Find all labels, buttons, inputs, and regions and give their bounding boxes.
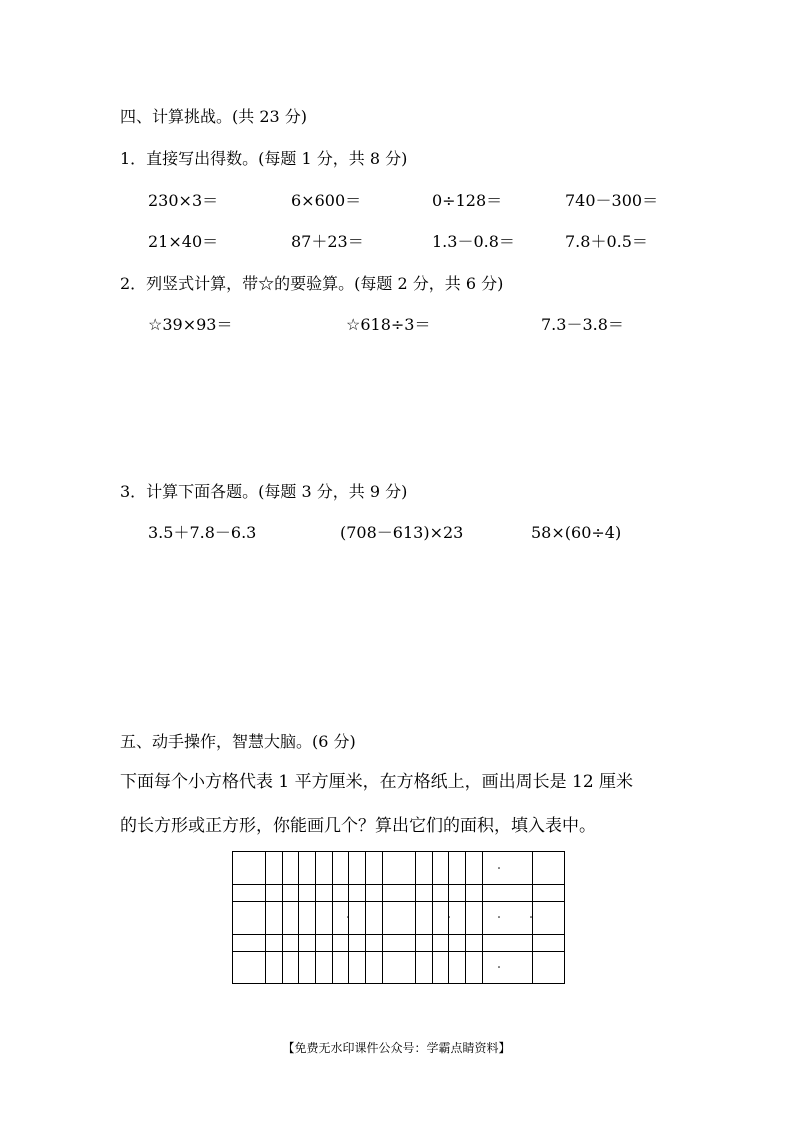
q1-item: 740－300＝ [565, 191, 659, 210]
q1-title: 1．直接写出得数。(每题 1 分，共 8 分) [120, 149, 408, 168]
q1-item: 7.8＋0.5＝ [565, 232, 648, 251]
q3-item: (708－613)×23 [340, 523, 464, 542]
q3-title: 3．计算下面各题。(每题 3 分，共 9 分) [120, 482, 408, 501]
q2-item: 7.3－3.8＝ [541, 315, 624, 334]
q3-item: 58×(60÷4) [531, 523, 622, 542]
section5-text-line: 下面每个小方格代表 1 平方厘米，在方格纸上，画出周长是 12 厘米 [120, 772, 634, 792]
q1-item: 230×3＝ [148, 191, 219, 210]
q2-title: 2．列竖式计算，带☆的要验算。(每题 2 分，共 6 分) [120, 274, 504, 293]
q1-item: 87＋23＝ [291, 232, 364, 251]
q1-item: 21×40＝ [148, 232, 219, 251]
q2-item: ☆39×93＝ [148, 315, 233, 334]
q1-item: 6×600＝ [291, 191, 362, 210]
footer-note: 【免费无水印课件公众号：学霸点睛资料】 [282, 1041, 511, 1055]
answer-grid [232, 851, 565, 984]
q1-item: 0÷128＝ [432, 191, 503, 210]
q2-item: ☆618÷3＝ [346, 315, 431, 334]
q1-item: 1.3－0.8＝ [432, 232, 515, 251]
section5-text-line: 的长方形或正方形，你能画几个？算出它们的面积，填入表中。 [120, 816, 596, 836]
section4-title: 四、计算挑战。(共 23 分) [120, 107, 308, 126]
section5-title: 五、动手操作，智慧大脑。(6 分) [120, 732, 356, 751]
q3-item: 3.5＋7.8－6.3 [148, 523, 257, 542]
